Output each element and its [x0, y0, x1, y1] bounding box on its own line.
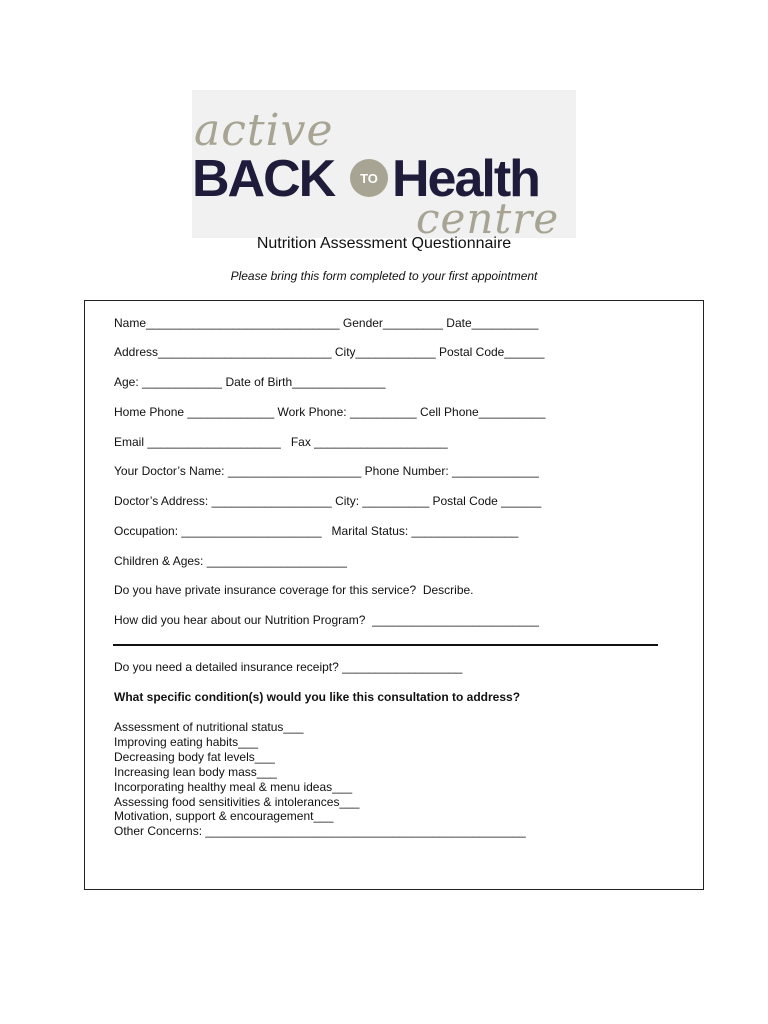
- condition-item[interactable]: Improving eating habits___: [114, 734, 259, 749]
- occupation-marital-row[interactable]: Occupation: _____________________ Marital Status: ________________: [114, 524, 519, 538]
- logo-word-to: TO: [360, 171, 378, 186]
- logo-word-centre: centre: [416, 194, 560, 238]
- insurance-row: Do you have private insurance coverage for this service? Describe.: [114, 583, 474, 597]
- page-subtitle: Please bring this form completed to your first appointment: [230, 269, 538, 283]
- phone-row[interactable]: Home Phone _____________ Work Phone: __________ Cell Phone__________: [114, 405, 546, 419]
- logo-word-back: BACK: [192, 150, 335, 208]
- condition-item[interactable]: Increasing lean body mass___: [114, 764, 277, 779]
- conditions-list: [114, 720, 526, 839]
- section-divider: [113, 644, 658, 646]
- children-row[interactable]: Children & Ages: _____________________: [114, 554, 347, 568]
- condition-item[interactable]: Motivation, support & encouragement___: [114, 809, 334, 824]
- email-fax-row[interactable]: Email ____________________ Fax ____________________: [114, 435, 448, 449]
- form-box: [84, 300, 704, 890]
- doctor-address-row[interactable]: Doctor’s Address: __________________ City: __________ Postal Code ______: [114, 494, 542, 508]
- doctor-name-row[interactable]: Your Doctor’s Name: ____________________ Phone Number: _____________: [114, 464, 539, 478]
- address-row[interactable]: Address__________________________ City____________ Postal Code______: [114, 345, 545, 359]
- receipt-row[interactable]: Do you need a detailed insurance receipt? __________________: [114, 660, 463, 674]
- condition-item[interactable]: Decreasing body fat levels___: [114, 749, 275, 764]
- condition-item[interactable]: Assessment of nutritional status___: [114, 720, 304, 734]
- condition-item-other[interactable]: Other Concerns: ________________________________________________: [114, 824, 526, 839]
- age-dob-row[interactable]: Age: ____________ Date of Birth______________: [114, 375, 386, 389]
- condition-item[interactable]: Assessing food sensitivities & intolerances___: [114, 794, 360, 809]
- logo-word-active: active: [194, 105, 334, 156]
- name-gender-date-row[interactable]: Name_____________________________ Gender_________ Date__________: [114, 316, 539, 330]
- page-title: Nutrition Assessment Questionnaire: [256, 235, 512, 252]
- referral-row[interactable]: How did you hear about our Nutrition Program? _________________________: [114, 613, 539, 627]
- condition-item[interactable]: Incorporating healthy meal & menu ideas___: [114, 779, 353, 794]
- logo-word-health: Health: [392, 150, 539, 208]
- conditions-question: What specific condition(s) would you like this consultation to address?: [114, 690, 521, 704]
- clinic-logo: [192, 90, 576, 238]
